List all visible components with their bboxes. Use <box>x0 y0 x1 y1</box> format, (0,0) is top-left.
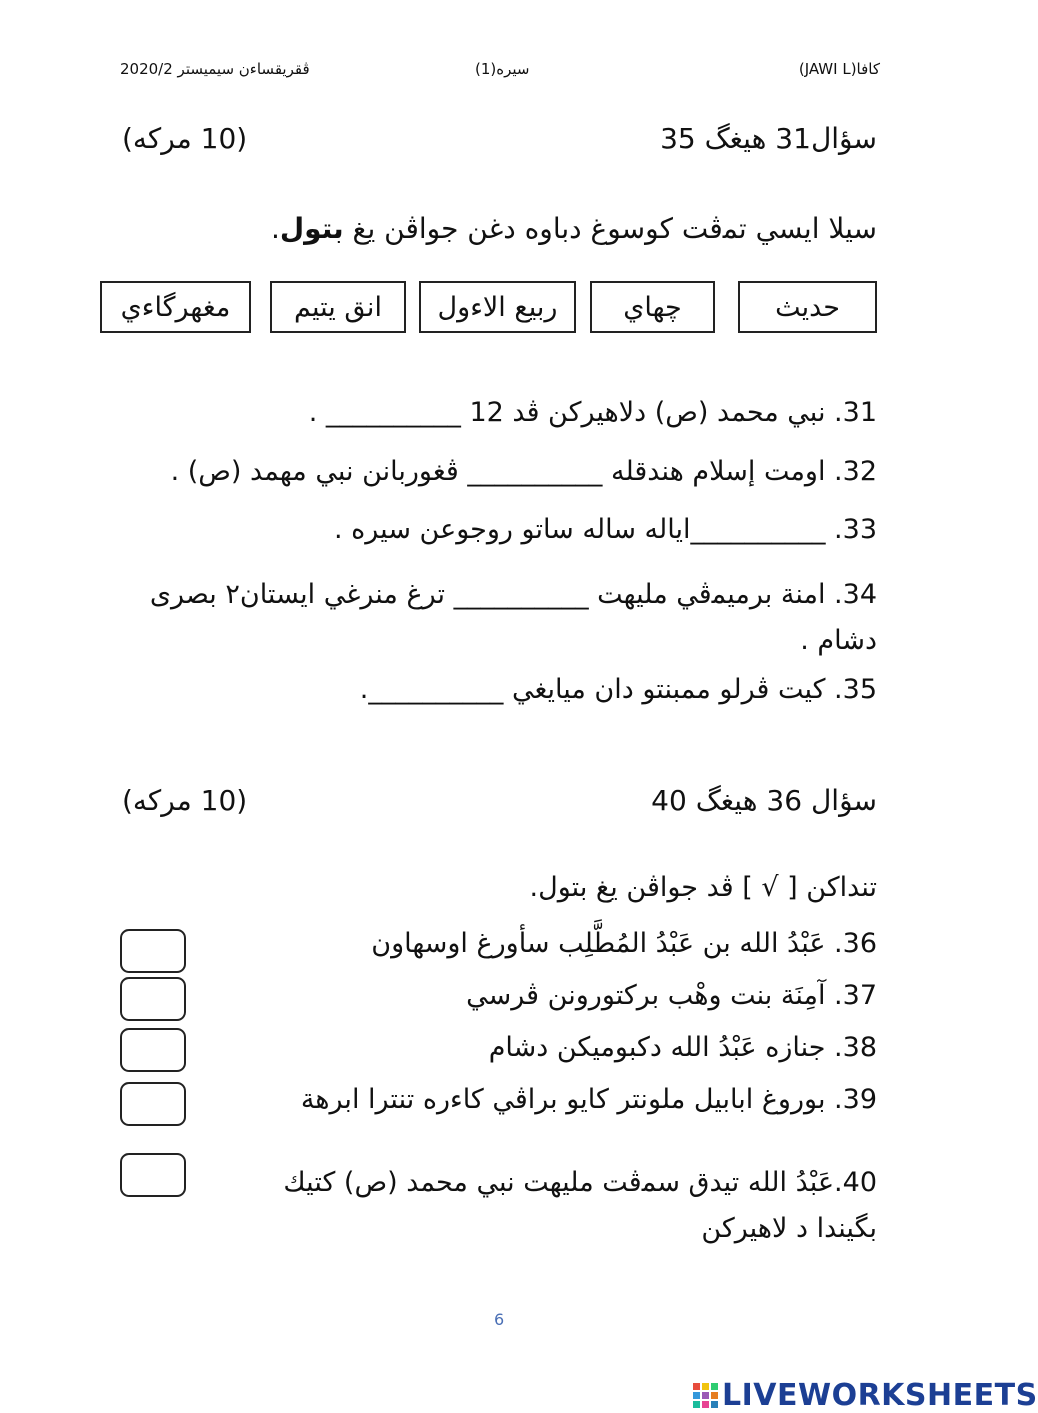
section1-title: ﺳﺆﺍﻝ31 ﻫﻴﻐﮓ 35 <box>660 122 877 155</box>
word-box-hadith: ﺣﺪﻳﺚ <box>738 281 877 333</box>
answer-box-38[interactable] <box>120 1028 186 1072</box>
word-box-rabiul-awal: ﺭﺑﻴﻊ ﺍﻻﺀﻭﻝ <box>419 281 576 333</box>
question-38: 38. ﺟﻨﺎﺯﻩ عَبْدُ الله ﺩﻛﺒﻮﻣﻴﻜﻦ ﺩﺷﺎﻡ <box>488 1032 877 1063</box>
section1-marks: (10 ﻣﺮﻛﻪ) <box>122 122 248 155</box>
word-box-chahai: ﭼﻬﺎﻱ <box>590 281 715 333</box>
question-33: 33. __________ﺍﻳﺎﻟﻪ ﺳﺎﻟﻪ ﺳﺎﺗﻮ ﺭﻭﺟﻮﻋﻦ ﺳﻴﺮﻩ . <box>333 514 877 545</box>
header-semester: ﭬﻘﺮﻳﻘﺴﺎﺀﻥ ﺳﻴﻤﻴﺴﺘﺮ 2020/2 <box>120 60 310 78</box>
question-35: 35. ﻛﻴﺖ ﭬﺮﻟﻮ ﻣﻤﺒﻨﺘﻮ ﺩﺍﻥ ﻣﻴﺎﻳﻐﻲ __________. <box>359 674 877 705</box>
section2-instruction: ﺗﻨﺪﺍﻛﻦ [ √ ] ﭬﺪ ﺟﻮﺍﭬﻦ ﻳﻎ ﺑﺘﻮﻝ. <box>529 872 877 903</box>
word-box-menghargai: ﻣﻐﻬﺮﮔﺎﺀﻱ <box>100 281 251 333</box>
question-31: 31. ﻧﺒﻲ ﻣﺤﻤﺪ (ﺹ) ﺩﻻﻫﻴﺮﻛﻦ ﭬﺪ 12 __________ . <box>308 397 877 428</box>
answer-box-40[interactable] <box>120 1153 186 1197</box>
header-level: ﻛﺎﻓﺎ(JAWI L) <box>798 60 880 78</box>
word-box-anak-yatim: ﺍﻧﻖ ﻳﺘﻴﻢ <box>270 281 406 333</box>
answer-box-39[interactable] <box>120 1082 186 1126</box>
question-37: 37. آمِنَة ﺑﻨﺖ وهْب ﺑﺮﻛﺘﻮﺭﻭﻧﻦ ﭬﺮﺳﻲ <box>466 980 877 1011</box>
liveworksheets-wordmark: LIVEWORKSHEETS <box>722 1378 1038 1413</box>
header-subject: ﺳﻴﺮﻩ(1) <box>475 60 530 78</box>
question-39: 39. ﺑﻮﺭﻭﻍ ﺍﺑﺎﺑﻴﻞ ﻣﻠﻮﻧﺘﺮ ﻛﺎﻳﻮ ﺑﺮﺍﭬﻲ ﻛﺎﺀﺭﻩ ﺗﻨﺘﺮﺍ ﺍﺑﺮﻫﺔ <box>300 1084 877 1115</box>
section1-instruction: ﺳﻴﻼ ﺍﻳﺴﻲ ﺗﻤﭬﺖ ﻛﻮﺳﻮﻍ ﺩﺑﺎﻭﻩ ﺩﻏﻦ ﺟﻮﺍﭬﻦ ﻳﻎ ﺑﺘﻮﻝ. <box>270 212 877 245</box>
answer-box-37[interactable] <box>120 977 186 1021</box>
instruction-bold-word: ﺑﺘﻮﻝ <box>279 212 344 245</box>
section2-marks: (10 ﻣﺮﻛﻪ) <box>122 784 248 817</box>
liveworksheets-logo <box>693 1378 1038 1413</box>
question-36: 36. عَبْدُ الله بن عَبْدُ المُطَّلِب ﺳﺄﻭﺭﻍ ﺍﻭﺳﻬﺎﻭﻥ <box>371 928 877 959</box>
question-34: 34. ﺍﻣﻨﺔ ﺑﺮﻣﻴﻤﭬﻲ ﻣﻠﻴﻬﺖ __________ ﺗﺮﻍ ﻣﻨﺮﻏﻲ ﺍﻳﺴﺘﺎﻥ٢ ﺑﺼﺮﻯ ﺩﺷﺎﻡ . <box>149 579 877 656</box>
page-number: 6 <box>494 1310 505 1329</box>
answer-box-36[interactable] <box>120 929 186 973</box>
liveworksheets-grid-icon <box>693 1383 718 1408</box>
section2-title: ﺳﺆﺍﻝ 36 ﻫﻴﻐﮓ 40 <box>651 784 877 817</box>
question-32: 32. ﺍﻭﻣﺖ ﺇﺳﻼﻡ ﻫﻨﺪﻗﻠﻪ __________ ﭬﻐﻮﺭﺑﺎﻧﻦ ﻧﺒﻲ ﻣﻬﻤﺪ (ﺹ) . <box>170 456 877 487</box>
question-40: 40.عَبْدُ الله ﺗﻴﺪﻕ ﺳﻤﭬﺖ ﻣﻠﻴﻬﺖ ﻧﺒﻲ ﻣﺤﻤﺪ (ﺹ) ﻛﺘﻴﻚ ﺑﮕﻴﻨﺪﺍ ﺩ ﻻﻫﻴﺮﻛﻦ <box>283 1167 877 1244</box>
instruction-text: ﺳﻴﻼ ﺍﻳﺴﻲ ﺗﻤﭬﺖ ﻛﻮﺳﻮﻍ ﺩﺑﺎﻭﻩ ﺩﻏﻦ ﺟﻮﺍﭬﻦ ﻳﻎ <box>352 212 877 245</box>
